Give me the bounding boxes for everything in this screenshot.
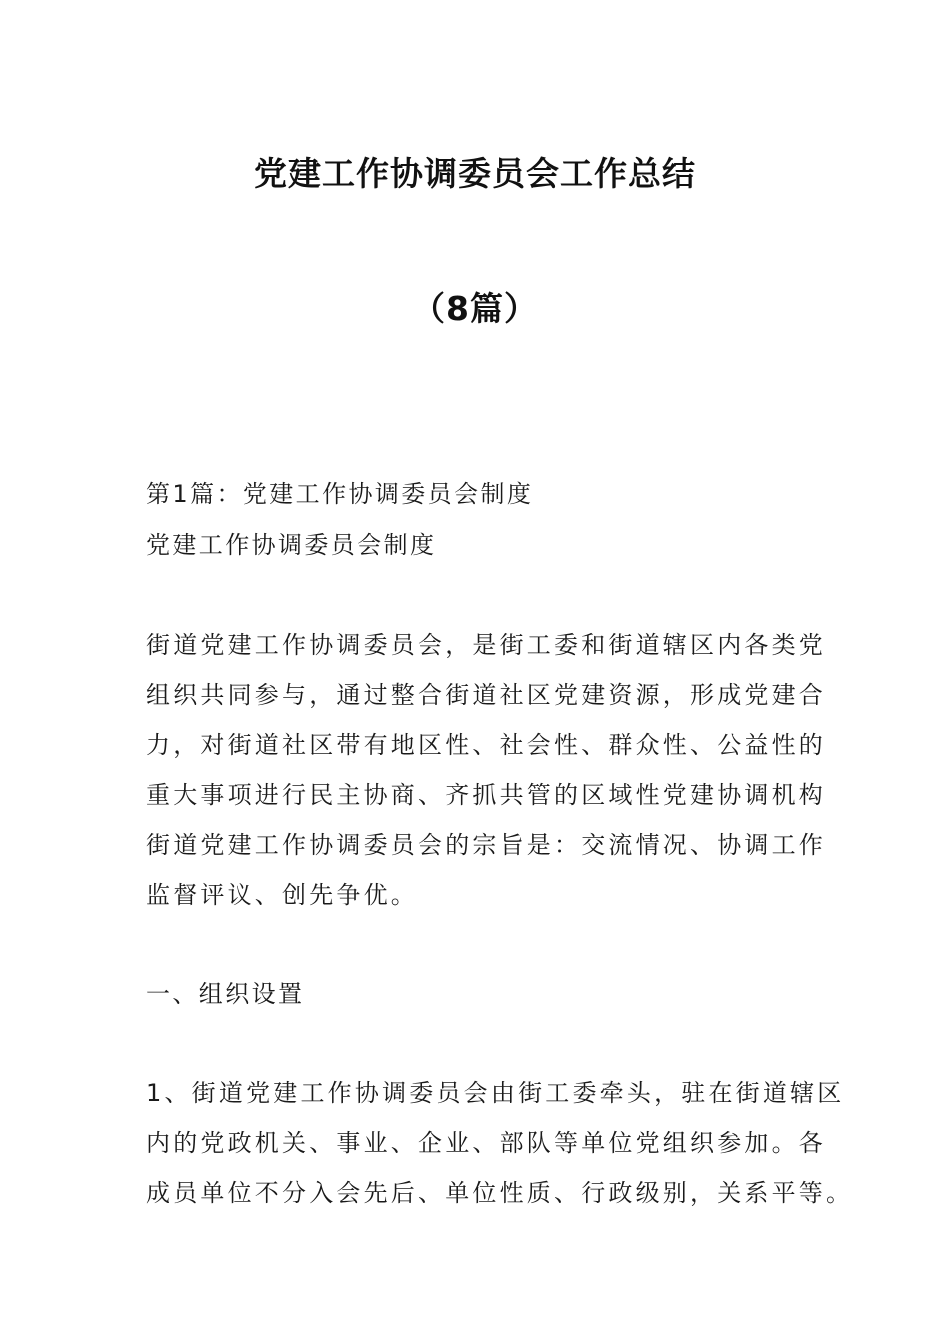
paragraph-line: 街道党建工作协调委员会，是街工委和街道辖区内各类党	[146, 631, 826, 659]
document-title: 党建工作协调委员会工作总结	[254, 154, 696, 193]
paragraph-line: 街道党建工作协调委员会的宗旨是：交流情况、协调工作	[146, 831, 826, 859]
paragraph-line: 监督评议、创先争优。	[146, 881, 418, 909]
document-subtitle: （8篇）	[412, 289, 538, 328]
section-heading: 一、组织设置	[146, 980, 305, 1008]
chapter-heading: 第1篇：党建工作协调委员会制度	[146, 480, 534, 508]
paragraph-line: 组织共同参与，通过整合街道社区党建资源，形成党建合	[146, 681, 826, 709]
chapter-title: 党建工作协调委员会制度	[146, 531, 437, 559]
paragraph-line: 1、街道党建工作协调委员会由街工委牵头，驻在街道辖区	[146, 1079, 845, 1107]
paragraph-line: 成员单位不分入会先后、单位性质、行政级别，关系平等。	[146, 1179, 854, 1207]
paragraph-line: 重大事项进行民主协商、齐抓共管的区域性党建协调机构	[146, 781, 826, 809]
paragraph-line: 力，对街道社区带有地区性、社会性、群众性、公益性的	[146, 731, 826, 759]
paragraph-line: 内的党政机关、事业、企业、部队等单位党组织参加。各	[146, 1129, 826, 1157]
